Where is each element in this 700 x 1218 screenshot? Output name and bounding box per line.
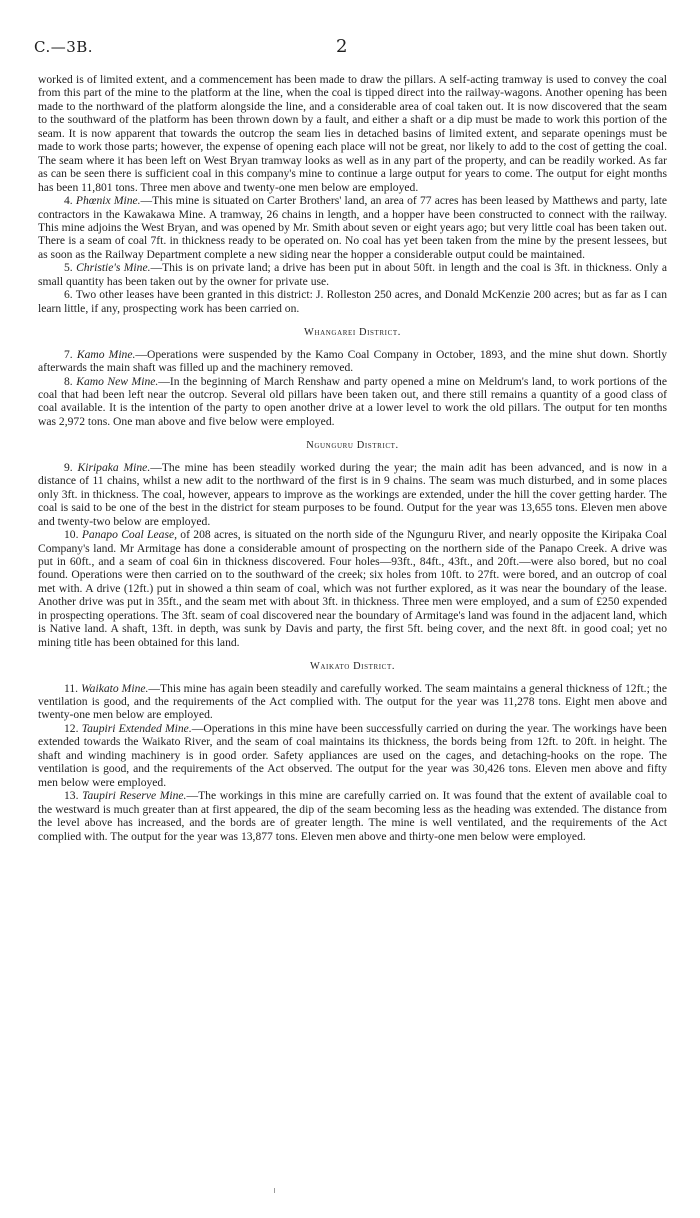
print-mark [274,1188,275,1193]
paragraph-text: —This mine has again been steadily and carefully worked. The seam maintains a general thickness of 12ft.; the ventilation is good, and the requirements of the Act complied with. The output for the year was 11,278 tons. Eight men above and twenty-one men below are employed. [38,681,667,722]
district-heading-ngunguru: Ngunguru District. [306,440,399,452]
paragraph-number: 8. [64,374,73,388]
paragraph-text: —The workings in this mine are carefully carried on. It was found that the extent of available coal to the westward is much greater than at first appeared, the dip of the seam becoming less as the heading was extended. The distance from the level above has increased, and the bords are of greater length. The mine is well ventilated, and the requirements of the Act complied with. The output for the year was 13,877 tons. Eleven men above and thirty-one men below were employed. [38,789,667,843]
paragraph-taupiri-extended-mine [38,722,667,789]
mine-title: Kamo Mine. [76,347,136,361]
paragraph-text: of 208 acres, is situated on the north side of the Ngunguru River, and nearly opposite the Kiripaka Coal Company's land. Mr Armitage has done a considerable amount of prospecting on the northern side of the Panapo Creek. A drive was put in 60ft., and a seam of coal 6in in thickness discovered. Four holes—93ft., 84ft., 43ft., and 20ft.—were also bored, but no coal found. Operations were then carried on to the southward of the creek; six holes from 10ft. to 27ft. were bored, and an outcrop of coal met with. A drive (12ft.) put in showed a thin seam of coal, which was not further explored, as it was near the boundary of the lease. Another drive was put in 35ft., and the seam met with about 3ft. in thickness. Three men were employed, and a sum of £250 expended in prospecting operations. The 3ft. seam of coal discovered near the boundary of Armitage's land was found in the adjacent land, which is Native land. A shaft, 13ft. in depth, was sunk by Davis and party, the first 5ft. being cover, and the next 8ft. in good coal; yet no mining title has been obtained for this land. [38,528,667,649]
paragraph-text: —Operations in this mine have been successfully carried on during the year. The workings have been extended towards the Waikato River, and the seam of coal maintains its thickness, the bords being from 12ft. to 20ft. in height. The shaft and winding machinery is in good order. Safety appliances are used on the cages, and detaching-hooks on the rope. The ventilation is good, and the requirements of the Act observed. The output for the year was 30,426 tons. Eleven men above and fifty men below were employed. [38,721,667,789]
district-heading-whangarei: Whangarei District. [304,327,401,339]
mine-title: Taupiri Reserve Mine. [82,789,187,803]
paragraph-number: 7. [64,347,73,361]
paragraph-number: 10. [64,528,79,542]
paragraph-text: —In the beginning of March Renshaw and party opened a mine on Meldrum's land, to work portions of the coal that had been left near the outcrop. Several old pillars have been taken out, and there still remains a quantity of a good class of coal available. It is the intention of the party to open another drive at a lower level to work the old pillars. The output for ten months was 2,972 tons. One man above and five below were employed. [38,374,667,428]
document-code: C.—3B. [34,38,94,56]
mine-title: Waikato Mine. [81,681,149,695]
paragraph-text: —Operations were suspended by the Kamo Coal Company in October, 1893, and the mine shut down. Shortly afterwards the main shaft was filled up and the machinery removed. [38,347,667,375]
mine-title: Panapo Coal Lease, [81,528,177,542]
paragraph-christies-mine [38,261,667,288]
paragraph-panapo-coal-lease [38,528,667,649]
paragraph-number: 9. [64,460,73,474]
paragraph-number: 5. [64,261,73,275]
paragraph-number: 6. [64,288,73,302]
paragraph-text: —The mine has been steadily worked during the year; the main adit has been advanced, and is now in a distance of 11 chains, whilst a new adit to the northward of the first is in 9 chains. The seam was much disturbed, and in some places only 3ft. in thickness. The coal, however, appears to improve as the workings are extended, under the hill the cover getting harder. The coal is said to be one of the best in the district for steam purposes to be found. Output for the year was 13,655 tons. Eleven men above and twenty-two below are employed. [38,460,668,528]
paragraph-text: —This mine is situated on Carter Brothers' land, an area of 77 acres has been leased by Matthews and party, late contractors in the Kawakawa Mine. A tramway, 26 chains in length, and a hopper have been constructed to connect with the railway. This mine adjoins the West Bryan, and was opened by Mr. Smith about seven or eight years ago; but very little coal has been taken out. There is a seam of coal 7ft. in thickness ready to be operated on. No coal has yet been taken from the mine by the present lessees, but as soon as the Railway Department complete a new siding near the hopper a considerable output could be maintained. [38,194,667,261]
paragraph-text: Two other leases have been granted in this district: J. Rolleston 250 acres, and Donald McKenzie 200 acres; but as far as I can learn little, if any, prospecting work has been carried on. [38,288,667,315]
district-heading-waikato: Waikato District. [309,661,396,673]
paragraph-number: 4. [64,194,73,208]
paragraph-number: 13. [64,789,79,803]
paragraph-text: —This is on private land; a drive has been put in about 50ft. in length and the coal is 3ft. in thickness. Only a small quantity has been taken out by the owner for private use. [38,261,667,288]
page-number: 2 [336,36,348,57]
paragraph-number: 11. [64,681,79,695]
paragraph-kamo-mine [38,348,667,375]
paragraph-taupiri-reserve-mine [38,789,667,843]
mine-title: Kamo New Mine. [76,374,159,388]
paragraph-kamo-new-mine [38,375,667,429]
paragraph-waikato-mine [38,682,667,722]
mine-title: Phœnix Mine. [75,194,141,208]
report-body [38,73,667,843]
mine-title: Christie's Mine. [76,261,151,275]
paragraph-number: 12. [64,721,79,735]
paragraph-other-leases [38,288,667,315]
mine-title: Taupiri Extended Mine. [81,721,192,735]
mine-title: Kiripaka Mine. [77,460,151,474]
paragraph-continued: worked is of limited extent, and a commencement has been made to draw the pillars. A self-acting tramway is used to convey the coal from this part of the mine to the platform at the line, when the coal is tipped direct into the railway-wagons. Another opening has been made to the northward of the platform alongside the line, and a considerable area of coal taken out. It is now discovered that the seam to the southward of the platform has been thrown down by a fault, and either a shaft or a dip must be made to work this portion of the seam. It is now apparent that towards the outcrop the seam lies in detached basins of limited extent, and separate openings must be made to work those parts; however, the expense of opening each place will not be great, nor likely to add to the cost of getting the coal. The seam where it has been left on West Bryan tramway looks as well as in any part of the property, and can be readily worked. As far as can be seen there is sufficient coal in this company's mine to continue a large output for years to come. The output for eight months has been 11,801 tons. Three men above and twenty-one men below are employed. [38,73,667,194]
paragraph-kiripaka-mine [38,461,667,528]
paragraph-phoenix-mine [38,194,667,261]
